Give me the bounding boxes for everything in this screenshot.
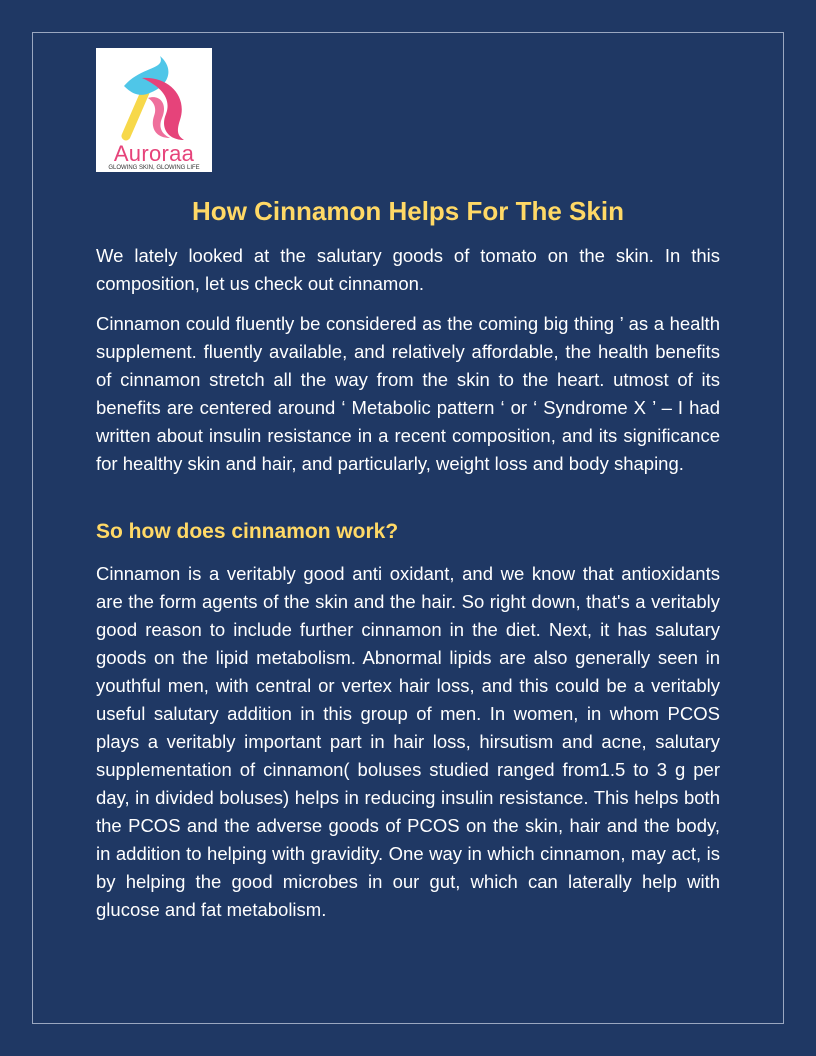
how-it-works-paragraph: Cinnamon is a veritably good anti oxidant, and we know that antioxidants are the form agents of the skin and the hair. So right down, that's a veritably good reason to include further cinnamon in the diet. Next, it has salutary goods on the lipid metabolism. Abnormal lipids are also generally seen in youthful men, with central or vertex hair loss, and this could be a veritably useful salutary addition in this group of men. In women, in whom PCOS plays a veritably important part in hair loss, hirsutism and acne, salutary supplementation of cinnamon( boluses studied ranged from1.5 to 3 g per day, in divided boluses) helps in reducing insulin resistance. This helps both the PCOS and the adverse goods of PCOS on the skin, hair and the body, in addition to helping with gravidity. One way in which cinnamon, may act, is by helping the good microbes in our gut, which can laterally help with glucose and fat metabolism. — [96, 563, 720, 920]
intro-paragraph: We lately looked at the salutary goods of tomato on the skin. In this composition, let us check out cinnamon. — [96, 245, 720, 294]
section-heading: So how does cinnamon work? — [96, 520, 399, 543]
logo-tagline: GLOWING SKIN, GLOWING LIFE — [108, 165, 200, 171]
auroraa-logo — [96, 48, 212, 172]
cinnamon-benefits-paragraph: Cinnamon could fluently be considered as the coming big thing ’ as a health supplement. fluently available, and relatively affordable, the health benefits of cinnamon stretch all the way from the skin to the heart. utmost of its benefits are centered around ‘ Metabolic pattern ‘ or ‘ Syndrome X ’ – I had written about insulin resistance in a recent composition, and its significance for healthy skin and hair, and particularly, weight loss and body shaping. — [96, 313, 720, 474]
document-title: How Cinnamon Helps For The Skin — [192, 196, 624, 226]
logo-wordmark: Auroraa — [113, 141, 195, 166]
